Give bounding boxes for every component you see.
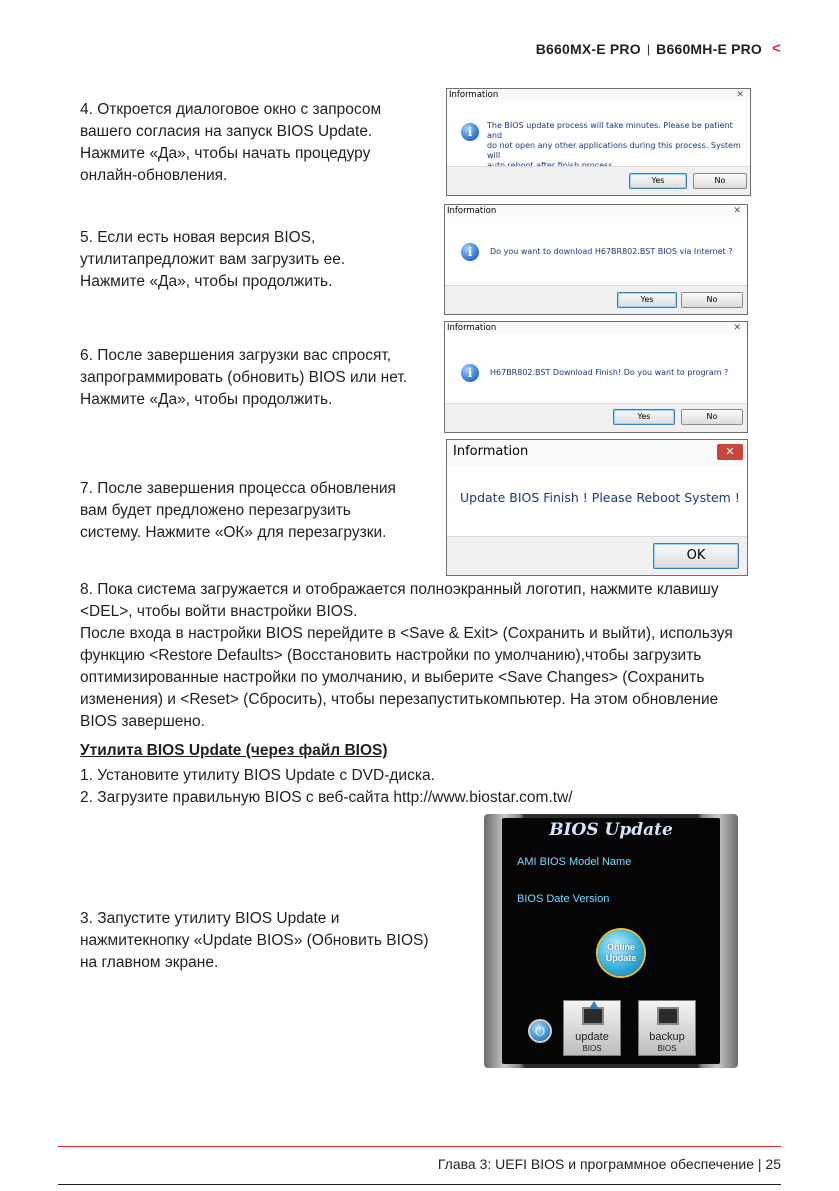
info-icon: i — [461, 364, 479, 382]
step-6-text — [80, 345, 407, 411]
dialog-title: Information — [447, 323, 497, 333]
step-7-text — [80, 478, 396, 544]
section-title: Утилита BIOS Update (через файл BIOS) — [80, 742, 388, 759]
step-line: 5. Если есть новая версия BIOS, — [80, 229, 316, 246]
step-line: вашего согласия на запуск BIOS Update. — [80, 123, 373, 140]
bios-date-label: BIOS Date Version — [517, 893, 610, 905]
dialog-body — [447, 466, 747, 537]
info-icon: i — [461, 243, 479, 261]
bios-update-app — [484, 814, 738, 1068]
para-line: 8. Пока система загружается и отображается полноэкранный логотип, нажмите клавишу — [80, 581, 719, 598]
step-8-paragraph — [80, 579, 765, 733]
chip-icon — [657, 1007, 679, 1025]
dialog-message: Do you want to download H67BR802.BST BIOS via Internet ? — [490, 247, 733, 256]
dialog-titlebar — [447, 89, 750, 101]
update-bios-sublabel: BIOS — [582, 1044, 602, 1053]
step-3-text — [80, 908, 429, 974]
page-footer: Глава 3: UEFI BIOS и программное обеспечение | 25 — [437, 1156, 781, 1172]
no-button[interactable]: No — [693, 173, 747, 189]
step-4-text — [80, 99, 381, 187]
dialog-reboot — [446, 439, 748, 576]
dialog-title: Information — [453, 444, 529, 459]
online-update-line1: Online — [606, 942, 635, 952]
dialog-titlebar — [447, 440, 747, 466]
header-marker-icon: < — [772, 40, 781, 57]
step-line: онлайн-обновления. — [80, 167, 228, 184]
online-update-line2: Update — [605, 953, 637, 963]
online-update-button[interactable] — [598, 930, 644, 976]
step-line: Нажмите «Да», чтобы продолжить. — [80, 273, 333, 290]
step-line: нажмитекнопку «Update BIOS» (Обновить BIOS) — [80, 932, 429, 949]
step-line: 6. После завершения загрузки вас спросят, — [80, 347, 392, 364]
para-line: функцию <Restore Defaults> (Восстановить настройки по умолчанию),чтобы загрузить — [80, 647, 702, 664]
message-line: do not open any other applications during this process. System will — [487, 141, 741, 160]
dialog-message: Update BIOS Finish ! Please Reboot System ! — [460, 490, 740, 505]
no-button[interactable]: No — [681, 292, 743, 308]
step-line: утилитапредложит вам загрузить ее. — [80, 251, 346, 268]
step-5-text — [80, 227, 345, 293]
footer-rule-bottom — [58, 1184, 781, 1185]
para-line: оптимизированные настройки по умолчанию, и выберите <Save Changes> (Сохранить — [80, 669, 705, 686]
dialog-body — [445, 334, 747, 404]
close-icon[interactable]: ✕ — [717, 444, 743, 460]
para-line: BIOS завершено. — [80, 713, 205, 730]
step-line: систему. Нажмите «ОК» для перезагрузки. — [80, 524, 387, 541]
yes-button[interactable]: Yes — [617, 292, 677, 308]
list-item: 2. Загрузите правильную BIOS с веб-сайта http://www.biostar.com.tw/ — [80, 789, 573, 806]
list-item: 1. Установите утилиту BIOS Update с DVD-диска. — [80, 767, 435, 784]
section-list — [80, 765, 765, 809]
update-bios-label: update — [575, 1031, 609, 1043]
step-line: 4. Откроется диалоговое окно с запросом — [80, 101, 382, 118]
step-line: 3. Запустите утилиту BIOS Update и — [80, 910, 340, 927]
bios-app-title: BIOS Update — [549, 820, 673, 840]
dialog-message: H67BR802.BST Download Finish! Do you want to program ? — [490, 368, 729, 377]
ok-button[interactable]: OK — [653, 543, 739, 569]
page-header — [536, 40, 781, 57]
chip-icon — [582, 1007, 604, 1025]
yes-button[interactable]: Yes — [629, 173, 687, 189]
power-icon[interactable]: ⏻ — [528, 1019, 552, 1043]
backup-bios-sublabel: BIOS — [657, 1044, 677, 1053]
dialog-titlebar — [445, 205, 747, 217]
step-line: Нажмите «Да», чтобы продолжить. — [80, 391, 333, 408]
para-line: <DEL>, чтобы войти внастройки BIOS. — [80, 603, 358, 620]
update-bios-button[interactable] — [563, 1000, 621, 1056]
step-line: Нажмите «Да», чтобы начать процедуру — [80, 145, 371, 162]
dialog-titlebar — [445, 322, 747, 334]
step-line: 7. После завершения процесса обновления — [80, 480, 396, 497]
close-icon[interactable]: ✕ — [736, 90, 744, 100]
dialog-body — [445, 217, 747, 286]
dialog-body — [447, 101, 750, 167]
model-a: B660MX-E PRO — [535, 40, 641, 57]
dialog-title: Information — [447, 206, 497, 216]
header-separator: | — [646, 41, 651, 56]
model-b: B660MH-E PRO — [656, 40, 763, 57]
info-icon: i — [461, 123, 479, 141]
step-line: на главном экране. — [80, 954, 219, 971]
dialog-footer — [447, 536, 747, 575]
step-line: запрограммировать (обновить) BIOS или нет. — [80, 369, 408, 386]
close-icon[interactable]: ✕ — [733, 323, 741, 333]
para-line: изменения) и <Reset> (Сбросить), чтобы перезапуститькомпьютер. На этом обновление — [80, 691, 719, 708]
step-line: вам будет предложено перезагрузить — [80, 502, 351, 519]
dialog-footer — [447, 166, 750, 195]
message-line: The BIOS update process will take minutes. Please be patient and — [487, 121, 733, 140]
dialog-title: Information — [449, 90, 499, 100]
bios-model-label: AMI BIOS Model Name — [517, 856, 632, 868]
footer-rule-top — [58, 1146, 781, 1147]
dialog-update-warning — [446, 88, 751, 196]
close-icon[interactable]: ✕ — [733, 206, 741, 216]
backup-bios-label: backup — [649, 1031, 685, 1043]
dialog-footer — [445, 285, 747, 314]
dialog-message — [487, 121, 750, 171]
dialog-footer — [445, 403, 747, 432]
no-button[interactable]: No — [681, 409, 743, 425]
bios-app-screen — [502, 818, 720, 1064]
upload-arrow-icon — [589, 1001, 599, 1009]
yes-button[interactable]: Yes — [613, 409, 675, 425]
backup-bios-button[interactable] — [638, 1000, 696, 1056]
para-line: После входа в настройки BIOS перейдите в <Save & Exit> (Сохранить и выйти), используя — [80, 625, 733, 642]
dialog-download-prompt — [444, 204, 748, 315]
dialog-program-prompt — [444, 321, 748, 433]
